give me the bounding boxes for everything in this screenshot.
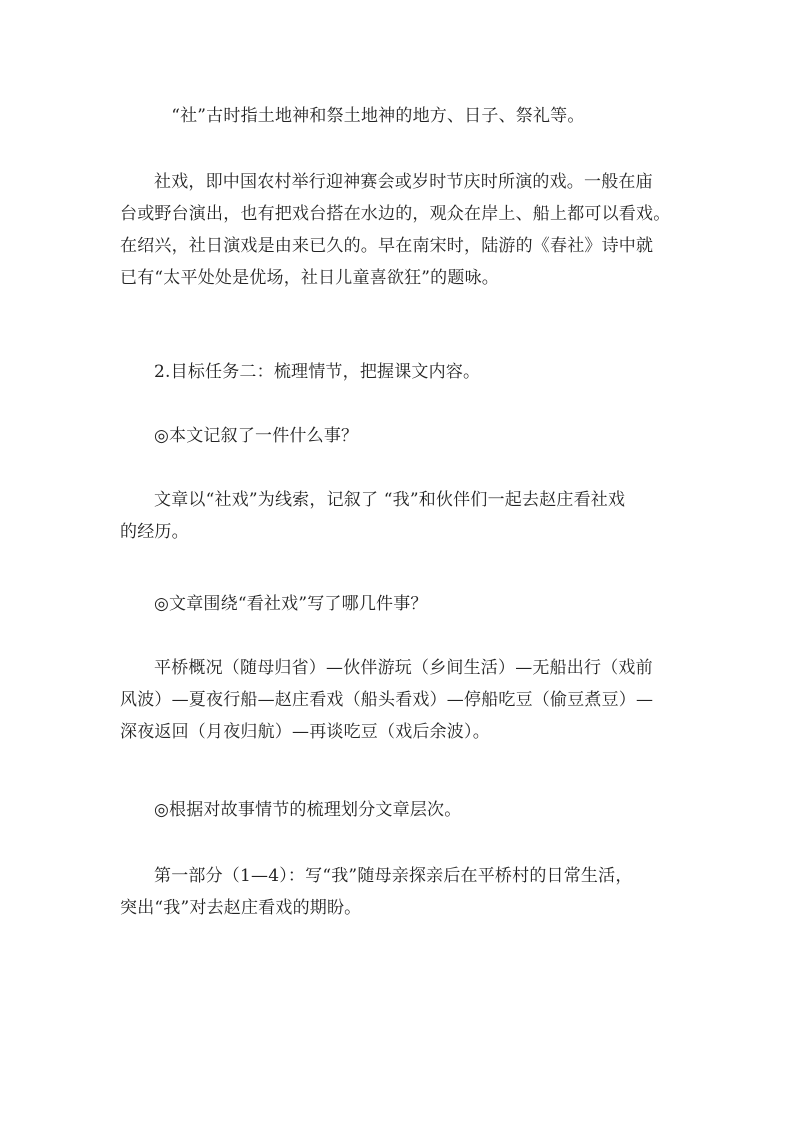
paragraph-question-one — [120, 420, 680, 452]
text-line: 文章以“社戏”为线索，记叙了 “我”和伙伴们一起去赵庄看社戏 — [154, 490, 626, 510]
text-line: ◎文章围绕“看社戏”写了哪几件事？ — [154, 594, 428, 614]
text-line: ◎根据对故事情节的梳理划分文章层次。 — [154, 800, 462, 820]
paragraph-question-three — [120, 794, 680, 826]
text-line: 社戏，即中国农村举行迎神赛会或岁时节庆时所演的戏。一般在庙 — [154, 172, 653, 192]
text-line: “社”古时指土地神和祭土地神的地方、日子、祭礼等。 — [154, 106, 585, 126]
paragraph-part-one — [120, 860, 680, 924]
paragraph-shexi-explanation — [120, 166, 680, 294]
paragraph-task-two — [120, 356, 680, 388]
text-line: 已有“太平处处是优场，社日儿童喜欲狂”的题咏。 — [120, 268, 499, 288]
text-line: 2.目标任务二：梳理情节，把握课文内容。 — [154, 362, 481, 382]
text-line: ◎本文记叙了一件什么事？ — [154, 426, 359, 446]
paragraph-she-definition — [120, 100, 680, 132]
text-line: 的经历。 — [120, 522, 189, 542]
text-line: 平桥概况（随母归省）—伙伴游玩（乡间生活）—无船出行（戏前 — [154, 658, 653, 678]
text-line: 在绍兴，社日演戏是由来已久的。早在南宋时，陆游的《春社》诗中就 — [120, 236, 654, 256]
paragraph-question-two — [120, 588, 680, 620]
text-line: 第一部分（1—4）：写“我”随母亲探亲后在平桥村的日常生活， — [154, 866, 633, 886]
text-line: 深夜返回（月夜归航）—再谈吃豆（戏后余波）。 — [120, 722, 490, 742]
text-line: 风波）—夏夜行船—赵庄看戏（船头看戏）—停船吃豆（偷豆煮豆）— — [120, 690, 654, 710]
paragraph-answer-one — [120, 484, 680, 548]
paragraph-answer-two — [120, 652, 680, 748]
text-line: 台或野台演出，也有把戏台搭在水边的，观众在岸上、船上都可以看戏。 — [120, 204, 671, 224]
text-line: 突出“我”对去赵庄看戏的期盼。 — [120, 898, 362, 918]
